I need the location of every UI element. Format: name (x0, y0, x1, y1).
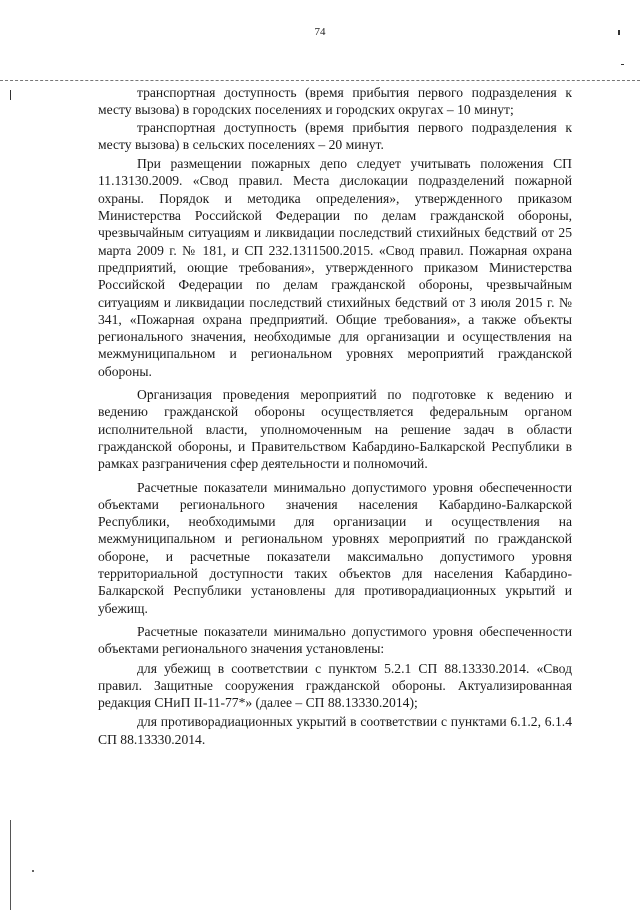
scan-artifact (10, 90, 11, 100)
scan-divider-line (0, 80, 640, 81)
paragraph: для убежищ в соответствии с пунктом 5.2.1 СП 88.13330.2014. «Свод правил. Защитные сооружения гражданской обороны. Актуализированная редакция СНиП II-11-77*» (далее – СП 88.13330.2014); (98, 660, 572, 711)
paragraph: для противорадиационных укрытий в соответствии с пунктами 6.1.2, 6.1.4 СП 88.13330.2014. (98, 714, 572, 747)
paragraph: транспортная доступность (время прибытия первого подразделения к месту вызова) в городских поселениях и городских округах – 10 минут; (98, 85, 572, 118)
scan-artifact (621, 64, 624, 65)
scan-artifact (618, 30, 620, 35)
paragraph: Организация проведения мероприятий по подготовке к ведению и ведению гражданской обороны осуществляется федеральным органом исполнительной власти, уполномоченным на решение задач в области гражданской обороны, и Правительством Кабардино-Балкарской Республики в рамках разграничения сфер деятельности и полномочий. (98, 387, 572, 472)
scan-artifact (32, 870, 34, 872)
paragraph: транспортная доступность (время прибытия первого подразделения к месту вызова) в сельских поселениях – 20 минут. (98, 119, 572, 152)
page-number: 74 (314, 26, 326, 38)
paragraph: Расчетные показатели минимально допустимого уровня обеспеченности объектами регионального значения установлены: (98, 623, 572, 657)
document-body (98, 84, 572, 748)
paragraph: Расчетные показатели минимально допустимого уровня обеспеченности объектами регионального значения населения Кабардино-Балкарской Республики, необходимыми для организации и осуществления на межмуниципальном и региональном уровнях мероприятий по гражданской обороне, и расчетные показатели максимально допустимого уровня территориальной доступности таких объектов для населения Кабардино-Балкарской Республики установлены для противорадиационных укрытий и убежищ. (98, 479, 572, 616)
scan-artifact (10, 820, 11, 910)
paragraph: При размещении пожарных депо следует учитывать положения СП 11.13130.2009. «Свод правил. Места дислокации подразделений пожарной охраны. Порядок и методика определения», утвержденного приказом Министерства Российской Федерации по делам гражданской обороны, чрезвычайным ситуациям и ликвидации последствий стихийных бедствий от 25 марта 2009 г. № 181, и СП 232.1311500.2015. «Свод правил. Пожарная охрана предприятий, оющие требования», утвержденного приказом Министерства Российской Федерации по делам гражданской обороны, чрезвычайным ситуациям и ликвидации последствий стихийных бедствий от 3 июля 2015 г. № 341, «Пожарная охрана предприятий. Общие требования», а также объекты регионального значения, необходимые для организации и осуществления на межмуниципальном и региональном уровнях мероприятий гражданской обороны. (98, 156, 572, 379)
